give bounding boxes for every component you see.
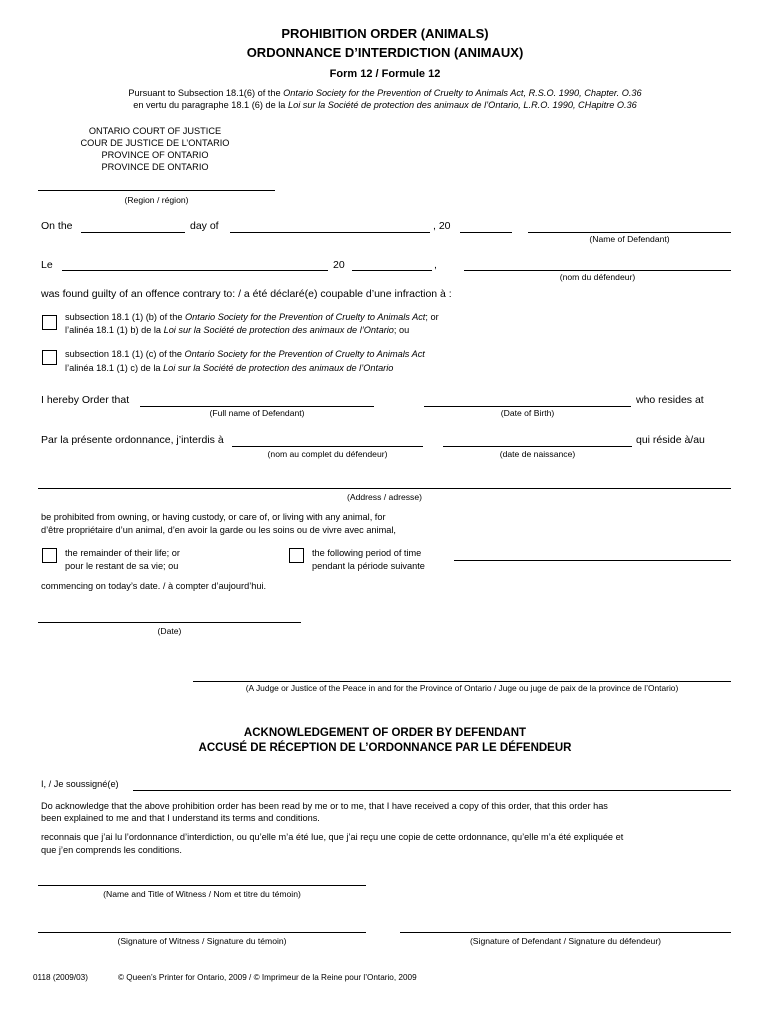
who-resides-label: who resides at (636, 394, 704, 406)
period-field[interactable] (454, 560, 731, 561)
date-of-birth-field[interactable] (424, 406, 631, 407)
copyright-text: © Queen’s Printer for Ontario, 2009 / © Imprimeur de la Reine pour l’Ontario, 2009 (118, 973, 417, 982)
date-caption: (Date) (157, 626, 182, 636)
period-en-label: the following period of time (312, 548, 422, 558)
option-b-line-1: subsection 18.1 (1) (c) of the Ontario Society for the Prevention of Cruelty to Animals Act (65, 349, 425, 359)
address-field[interactable] (38, 488, 731, 489)
dob-caption: (Date of Birth) (500, 408, 555, 418)
acknowledger-name-field[interactable] (133, 790, 731, 791)
found-guilty-text: was found guilty of an offence contrary to: / a été déclaré(e) coupable d’une infraction à : (41, 288, 452, 300)
option-b-line-2: l’alinéa 18.1 (1) c) de la Loi sur la Société de protection des animaux de l’Ontario (65, 363, 394, 373)
witness-name-caption: (Name and Title of Witness / Nom et titre du témoin) (103, 889, 301, 899)
qui-reside-label: qui réside à/au (636, 434, 705, 446)
defendant-sig-caption: (Signature of Defendant / Signature du défendeur) (469, 936, 662, 946)
ack-fr-line-2: que j’en comprends les conditions. (41, 845, 182, 855)
remainder-of-life-checkbox[interactable] (42, 548, 57, 563)
pursuant-line: Pursuant to Subsection 18.1(6) of the Ontario Society for the Prevention of Cruelty to Animals Act, R.S.O. 1990, Chapter. O.36 (128, 88, 642, 98)
name-defendant-caption: (Name of Defendant) (589, 234, 670, 244)
date-naissance-caption: (date de naissance) (499, 449, 576, 459)
vertu-line: en vertu du paragraphe 18.1 (6) de la Loi sur la Société de protection des animaux de l’Ontario, L.R.O. 1990, CHapitre O.36 (133, 100, 637, 110)
full-name-field[interactable] (140, 406, 374, 407)
form-code: 0118 (2009/03) (33, 973, 88, 982)
ack-fr-line-1: reconnais que j’ai lu l’ordonnance d’interdiction, ou qu’elle m’a été lue, que j’ai reçu une copie de cette ordonnance, qu’elle m’a été expliquée et (41, 832, 624, 842)
prohibited-line-1: be prohibited from owning, or having custody, or care of, or living with any animal, for (41, 512, 386, 522)
year-field[interactable] (460, 232, 512, 233)
judge-caption: (A Judge or Justice of the Peace in and for the Province of Ontario / Juge ou juge de paix de la province de l’Ontario) (245, 683, 679, 693)
witness-signature-field[interactable] (38, 932, 366, 933)
nom-defendeur-field[interactable] (464, 270, 731, 271)
year-fr-field[interactable] (352, 270, 432, 271)
period-fr-label: pendant la période suivante (312, 561, 425, 571)
ack-title-en: ACKNOWLEDGEMENT OF ORDER BY DEFENDANT (243, 727, 527, 739)
court-line-2: COUR DE JUSTICE DE L’ONTARIO (80, 138, 230, 148)
comma-label: , (434, 259, 437, 271)
option-a-line-2: l’alinéa 18.1 (1) b) de la Loi sur la Société de protection des animaux de l’Ontario; ou (65, 325, 410, 335)
title-fr: ORDONNANCE D’INTERDICTION (ANIMAUX) (246, 45, 524, 60)
option-18-1-1-b-checkbox[interactable] (42, 315, 57, 330)
month-field[interactable] (230, 232, 430, 233)
le-label: Le (41, 259, 53, 271)
period-of-time-checkbox[interactable] (289, 548, 304, 563)
option-18-1-1-c-checkbox[interactable] (42, 350, 57, 365)
form-number: Form 12 / Formule 12 (329, 68, 441, 80)
i-je-label: I, / Je soussigné(e) (41, 779, 119, 789)
prohibited-line-2: d’être propriétaire d’un animal, d’en avoir la garde ou les soins ou de vivre avec animal, (41, 525, 396, 535)
on-the-label: On the (41, 220, 73, 232)
commencing-text: commencing on today’s date. / à compter d’aujourd’hui. (41, 581, 267, 591)
date-naissance-field[interactable] (443, 446, 632, 447)
nom-complet-field[interactable] (232, 446, 423, 447)
witness-sig-caption: (Signature of Witness / Signature du témoin) (117, 936, 287, 946)
date-field[interactable] (38, 622, 301, 623)
life-en-label: the remainder of their life; or (65, 548, 180, 558)
defendant-signature-field[interactable] (400, 932, 731, 933)
hereby-order-label: I hereby Order that (41, 394, 130, 406)
court-line-4: PROVINCE DE ONTARIO (101, 162, 209, 172)
nom-defendeur-caption: (nom du défendeur) (559, 272, 636, 282)
court-line-1: ONTARIO COURT OF JUSTICE (88, 126, 222, 136)
date-fr-field[interactable] (62, 270, 328, 271)
address-caption: (Address / adresse) (347, 492, 422, 502)
ack-en-line-2: been explained to me and that I understand its terms and conditions. (41, 813, 320, 823)
option-a-line-1: subsection 18.1 (1) (b) of the Ontario Society for the Prevention of Cruelty to Animals Act; or (65, 312, 439, 322)
title-en: PROHIBITION ORDER (ANIMALS) (281, 26, 489, 41)
region-field[interactable] (38, 190, 275, 191)
region-caption: (Region / région) (124, 195, 189, 205)
nom-complet-caption: (nom au complet du défendeur) (267, 449, 388, 459)
judge-signature-field[interactable] (193, 681, 731, 682)
comma-20-label: , 20 (433, 220, 451, 232)
ack-en-line-1: Do acknowledge that the above prohibition order has been read by me or to me, that I have received a copy of this order, that this order has (41, 801, 608, 811)
court-line-3: PROVINCE OF ONTARIO (101, 150, 209, 160)
defendant-name-field[interactable] (528, 232, 731, 233)
life-fr-label: pour le restant de sa vie; ou (65, 561, 179, 571)
par-la-label: Par la présente ordonnance, j’interdis à (41, 434, 224, 446)
witness-name-field[interactable] (38, 885, 366, 886)
ack-title-fr: ACCUSÉ DE RÉCEPTION DE L’ORDONNANCE PAR LE DÉFENDEUR (198, 742, 572, 754)
day-field[interactable] (81, 232, 185, 233)
twenty-label: 20 (333, 259, 345, 271)
full-name-caption: (Full name of Defendant) (209, 408, 305, 418)
day-of-label: day of (190, 220, 219, 232)
